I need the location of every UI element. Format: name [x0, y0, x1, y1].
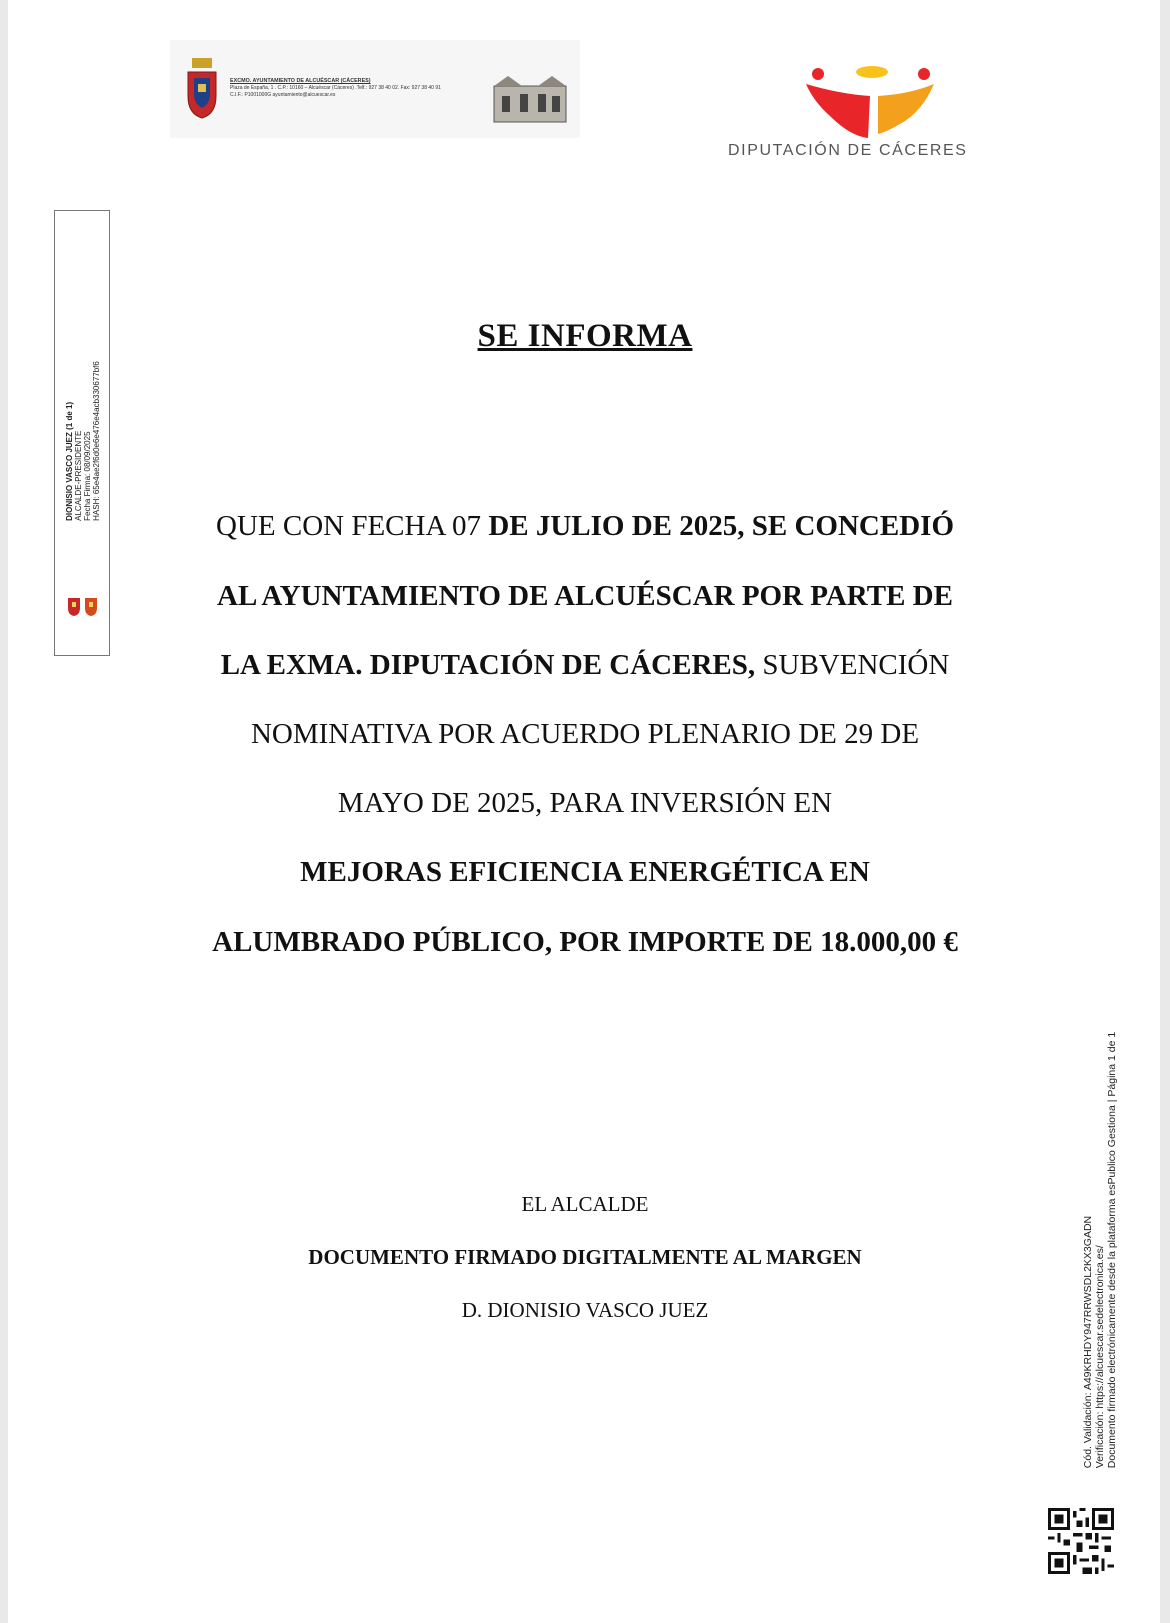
letterhead-org: EXCMO. AYUNTAMIENTO DE ALCUÉSCAR (CÁCERES) — [230, 78, 371, 84]
letterhead-cif: C.I.F.: P1001000G ayuntamiento@alcuescar.es — [230, 92, 336, 98]
page-title: SE INFORMA — [477, 318, 693, 354]
validation-platform: Documento firmado electrónicamente desde la plataforma esPublico Gestiona | Página 1 de 1 — [1106, 1031, 1118, 1469]
letterhead-text — [230, 78, 490, 99]
body-line-1b: DE JULIO DE 2025, SE CONCEDIÓ — [488, 510, 954, 542]
diputacion-logo-icon — [800, 64, 940, 140]
validation-code: Cód. Validación: A49KRHDY947RRWSDL2KX3GADN — [1082, 1215, 1094, 1469]
signature-role: EL ALCALDE — [521, 1192, 649, 1216]
signature-date: Fecha Firma: 08/09/2025 — [83, 431, 92, 521]
body-line-3b: SUBVENCIÓN — [755, 649, 950, 681]
church-building-icon — [490, 72, 570, 124]
validation-text — [1082, 1032, 1118, 1468]
signer-name: DIONISIO VASCO JUEZ (1 de 1) — [65, 401, 74, 521]
body-line-7: ALUMBRADO PÚBLICO, POR IMPORTE DE 18.000,00 € — [212, 926, 958, 958]
qr-code-icon — [1048, 1508, 1114, 1574]
body-line-3 — [0, 649, 1170, 682]
letterhead-address: Plaza de España, 1 . C.P.: 10160 – Alcuéscar (Cáceres) .Telf.: 927 38 40 02. Fax: 927 38 40 91 — [230, 85, 441, 91]
body-line-3a: LA EXMA. DIPUTACIÓN DE CÁCERES, — [220, 649, 756, 681]
signature-hash: HASH: 65e4ae2f6d0e6e476e4acb330677bf6 — [92, 361, 101, 521]
body-line-6: MEJORAS EFICIENCIA ENERGÉTICA EN — [300, 856, 870, 888]
body-line-4: NOMINATIVA POR ACUERDO PLENARIO DE 29 DE — [250, 718, 920, 750]
body-line-2: AL AYUNTAMIENTO DE ALCUÉSCAR POR PARTE DE — [217, 580, 953, 612]
margin-signature-text — [65, 361, 101, 521]
signature-name: D. DIONISIO VASCO JUEZ — [461, 1298, 709, 1322]
body-line-5: MAYO DE 2025, PARA INVERSIÓN EN — [337, 787, 833, 819]
signer-role: ALCALDE-PRESIDENTE — [74, 430, 83, 521]
diputacion-name: DIPUTACIÓN DE CÁCERES — [728, 142, 968, 159]
document-page — [8, 0, 1160, 1623]
validation-url: Verificación: https://alcuescar.sedelectronica.es/ — [1094, 1245, 1106, 1469]
signature-note: DOCUMENTO FIRMADO DIGITALMENTE AL MARGEN — [308, 1245, 862, 1269]
ayuntamiento-letterhead — [170, 40, 580, 138]
body-line-1a: QUE CON FECHA 07 — [216, 510, 489, 542]
coat-of-arms-icon — [184, 56, 220, 120]
body-line-1 — [0, 510, 1170, 543]
